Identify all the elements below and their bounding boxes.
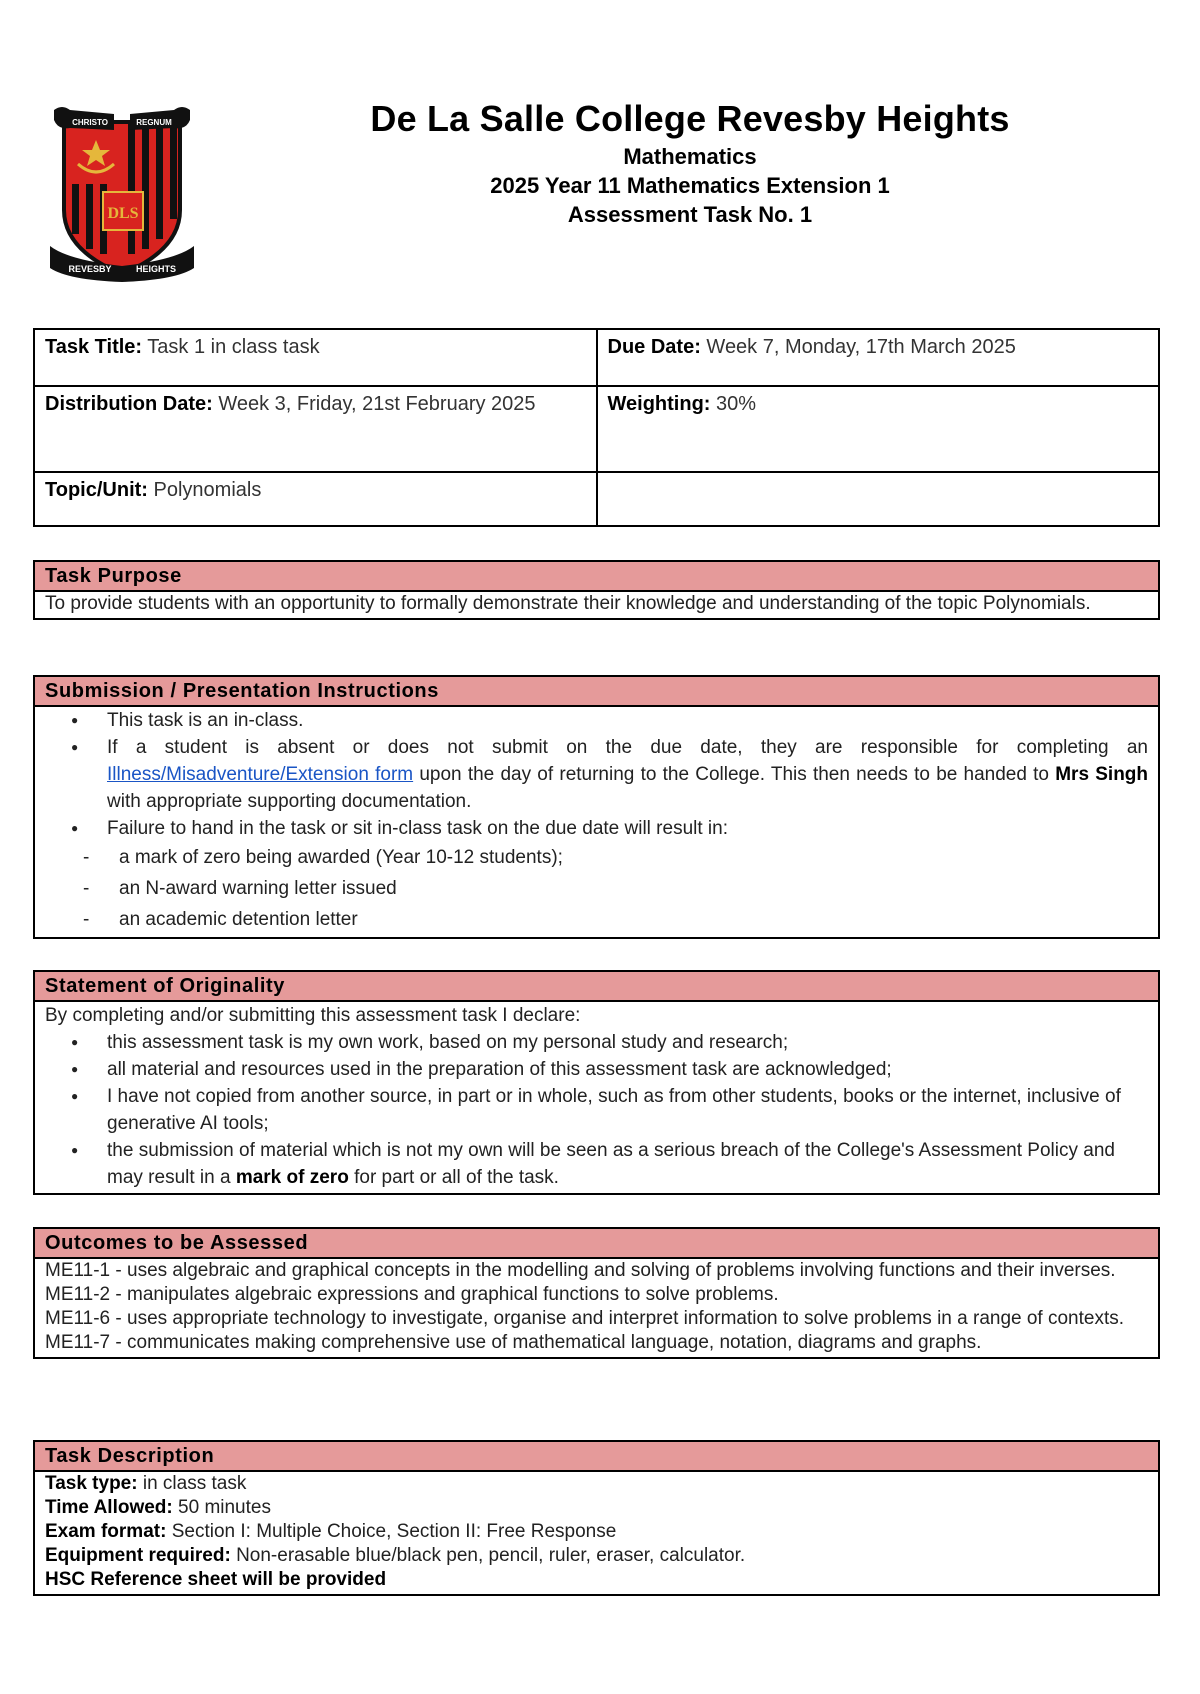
mark-of-zero-text: mark of zero <box>235 1167 349 1188</box>
due-date-value: Week 7, Monday, 17th March 2025 <box>706 336 1016 358</box>
college-crest-logo <box>48 100 196 282</box>
originality-item: ● this assessment task is my own work, based on my personal study and research; <box>107 1029 1148 1056</box>
equipment-value: Non-erasable blue/black pen, pencil, ruler, eraser, calculator. <box>236 1545 746 1566</box>
submission-text: If a student is absent or does not submit on the due date, they are responsible for completing an <box>107 737 1148 758</box>
exam-format-value: Section I: Multiple Choice, Section II: Free Response <box>171 1521 617 1542</box>
submission-text: with appropriate supporting documentation. <box>107 791 472 812</box>
task-purpose-section <box>33 560 1160 620</box>
task-purpose-heading: Task Purpose <box>35 562 1158 592</box>
task-title-cell <box>34 329 597 386</box>
crest-bottom-right: HEIGHTS <box>135 264 177 274</box>
crest-right-scroll: REGNUM <box>136 118 172 127</box>
originality-item <box>107 1137 1148 1191</box>
outcomes-heading: Outcomes to be Assessed <box>35 1229 1158 1259</box>
crest-left-scroll: CHRISTO <box>72 118 108 127</box>
due-date-label: Due Date: <box>607 336 701 358</box>
reference-sheet-note <box>45 1568 1148 1592</box>
crest-monogram: DLS <box>107 205 139 222</box>
task-type-label: Task type: <box>45 1473 138 1494</box>
subject-title: Mathematics <box>623 144 757 169</box>
originality-text: for part or all of the task. <box>354 1167 559 1188</box>
time-allowed-label: Time Allowed: <box>45 1497 173 1518</box>
outcome-item: ME11-2 - manipulates algebraic expressions and graphical functions to solve problems. <box>45 1284 779 1305</box>
originality-heading: Statement of Originality <box>35 972 1158 1002</box>
submission-heading: Submission / Presentation Instructions <box>35 677 1158 707</box>
submission-list <box>45 707 1148 842</box>
weighting-value: 30% <box>716 393 757 415</box>
exam-format-label: Exam format: <box>45 1521 167 1542</box>
distribution-date-cell <box>34 386 597 472</box>
weighting-label: Weighting: <box>607 393 711 415</box>
originality-list <box>45 1029 1148 1191</box>
task-info-table <box>33 328 1160 527</box>
exam-format-row <box>45 1520 1148 1544</box>
equipment-label: Equipment required: <box>45 1545 231 1566</box>
outcome-item: ME11-6 - uses appropriate technology to investigate, organise and interpret information to solve problems in a range of contexts. <box>45 1308 1125 1329</box>
task-type-value: in class task <box>142 1473 247 1494</box>
document-header <box>240 96 1140 229</box>
submission-section <box>33 675 1160 939</box>
outcome-item: ME11-7 - communicates making comprehensive use of mathematical language, notation, diagrams and graphs. <box>45 1332 982 1353</box>
crest-bottom-left: REVESBY <box>68 264 112 274</box>
originality-text: the submission of material which is not my own will be seen as a serious breach of the College's Assessment Policy and may result in a <box>107 1140 1115 1188</box>
course-title: 2025 Year 11 Mathematics Extension 1 <box>490 173 890 198</box>
consequence-item: - an academic detention letter <box>119 904 1148 935</box>
consequence-item: - a mark of zero being awarded (Year 10-12 students); <box>119 842 1148 873</box>
distribution-date-label: Distribution Date: <box>45 393 213 415</box>
submission-item: ● This task is an in-class. <box>107 707 1148 734</box>
originality-intro: By completing and/or submitting this assessment task I declare: <box>45 1005 581 1026</box>
topic-value: Polynomials <box>153 479 262 501</box>
teacher-name: Mrs Singh <box>1055 764 1149 785</box>
consequence-item: - an N-award warning letter issued <box>119 873 1148 904</box>
illness-misadventure-form-link[interactable]: Illness/Misadventure/Extension form <box>107 764 414 785</box>
college-name: De La Salle College Revesby Heights <box>370 98 1010 139</box>
task-number: Assessment Task No. 1 <box>567 202 813 227</box>
time-allowed-row <box>45 1496 1148 1520</box>
due-date-cell <box>597 329 1160 386</box>
outcomes-section <box>33 1227 1160 1359</box>
topic-cell <box>34 472 597 526</box>
task-title-label: Task Title: <box>45 336 143 358</box>
time-allowed-value: 50 minutes <box>178 1497 271 1518</box>
empty-cell <box>597 472 1160 526</box>
outcome-item: ME11-1 - uses algebraic and graphical concepts in the modelling and solving of problems involving functions and their inverses. <box>45 1260 1116 1281</box>
submission-text: upon the day of returning to the College. This then needs to be handed to <box>419 764 1050 785</box>
task-description-section <box>33 1440 1160 1596</box>
submission-item <box>107 734 1148 815</box>
distribution-date-value: Week 3, Friday, 21st February 2025 <box>218 393 536 415</box>
originality-item: ● all material and resources used in the preparation of this assessment task are acknowledged; <box>107 1056 1148 1083</box>
task-purpose-text: To provide students with an opportunity to formally demonstrate their knowledge and understanding of the topic Polynomials. <box>45 593 1091 614</box>
consequence-list <box>45 842 1148 935</box>
task-title-value: Task 1 in class task <box>147 336 320 358</box>
equipment-row <box>45 1544 1148 1568</box>
submission-item: ● Failure to hand in the task or sit in-class task on the due date will result in: <box>107 815 1148 842</box>
originality-section <box>33 970 1160 1195</box>
task-description-heading: Task Description <box>35 1442 1158 1472</box>
reference-sheet-text: HSC Reference sheet will be provided <box>45 1569 387 1590</box>
task-type-row <box>45 1472 1148 1496</box>
topic-label: Topic/Unit: <box>45 479 148 501</box>
originality-item: ● I have not copied from another source, in part or in whole, such as from other students, books or the internet, inclusive of generative AI tools; <box>107 1083 1148 1137</box>
weighting-cell <box>597 386 1160 472</box>
